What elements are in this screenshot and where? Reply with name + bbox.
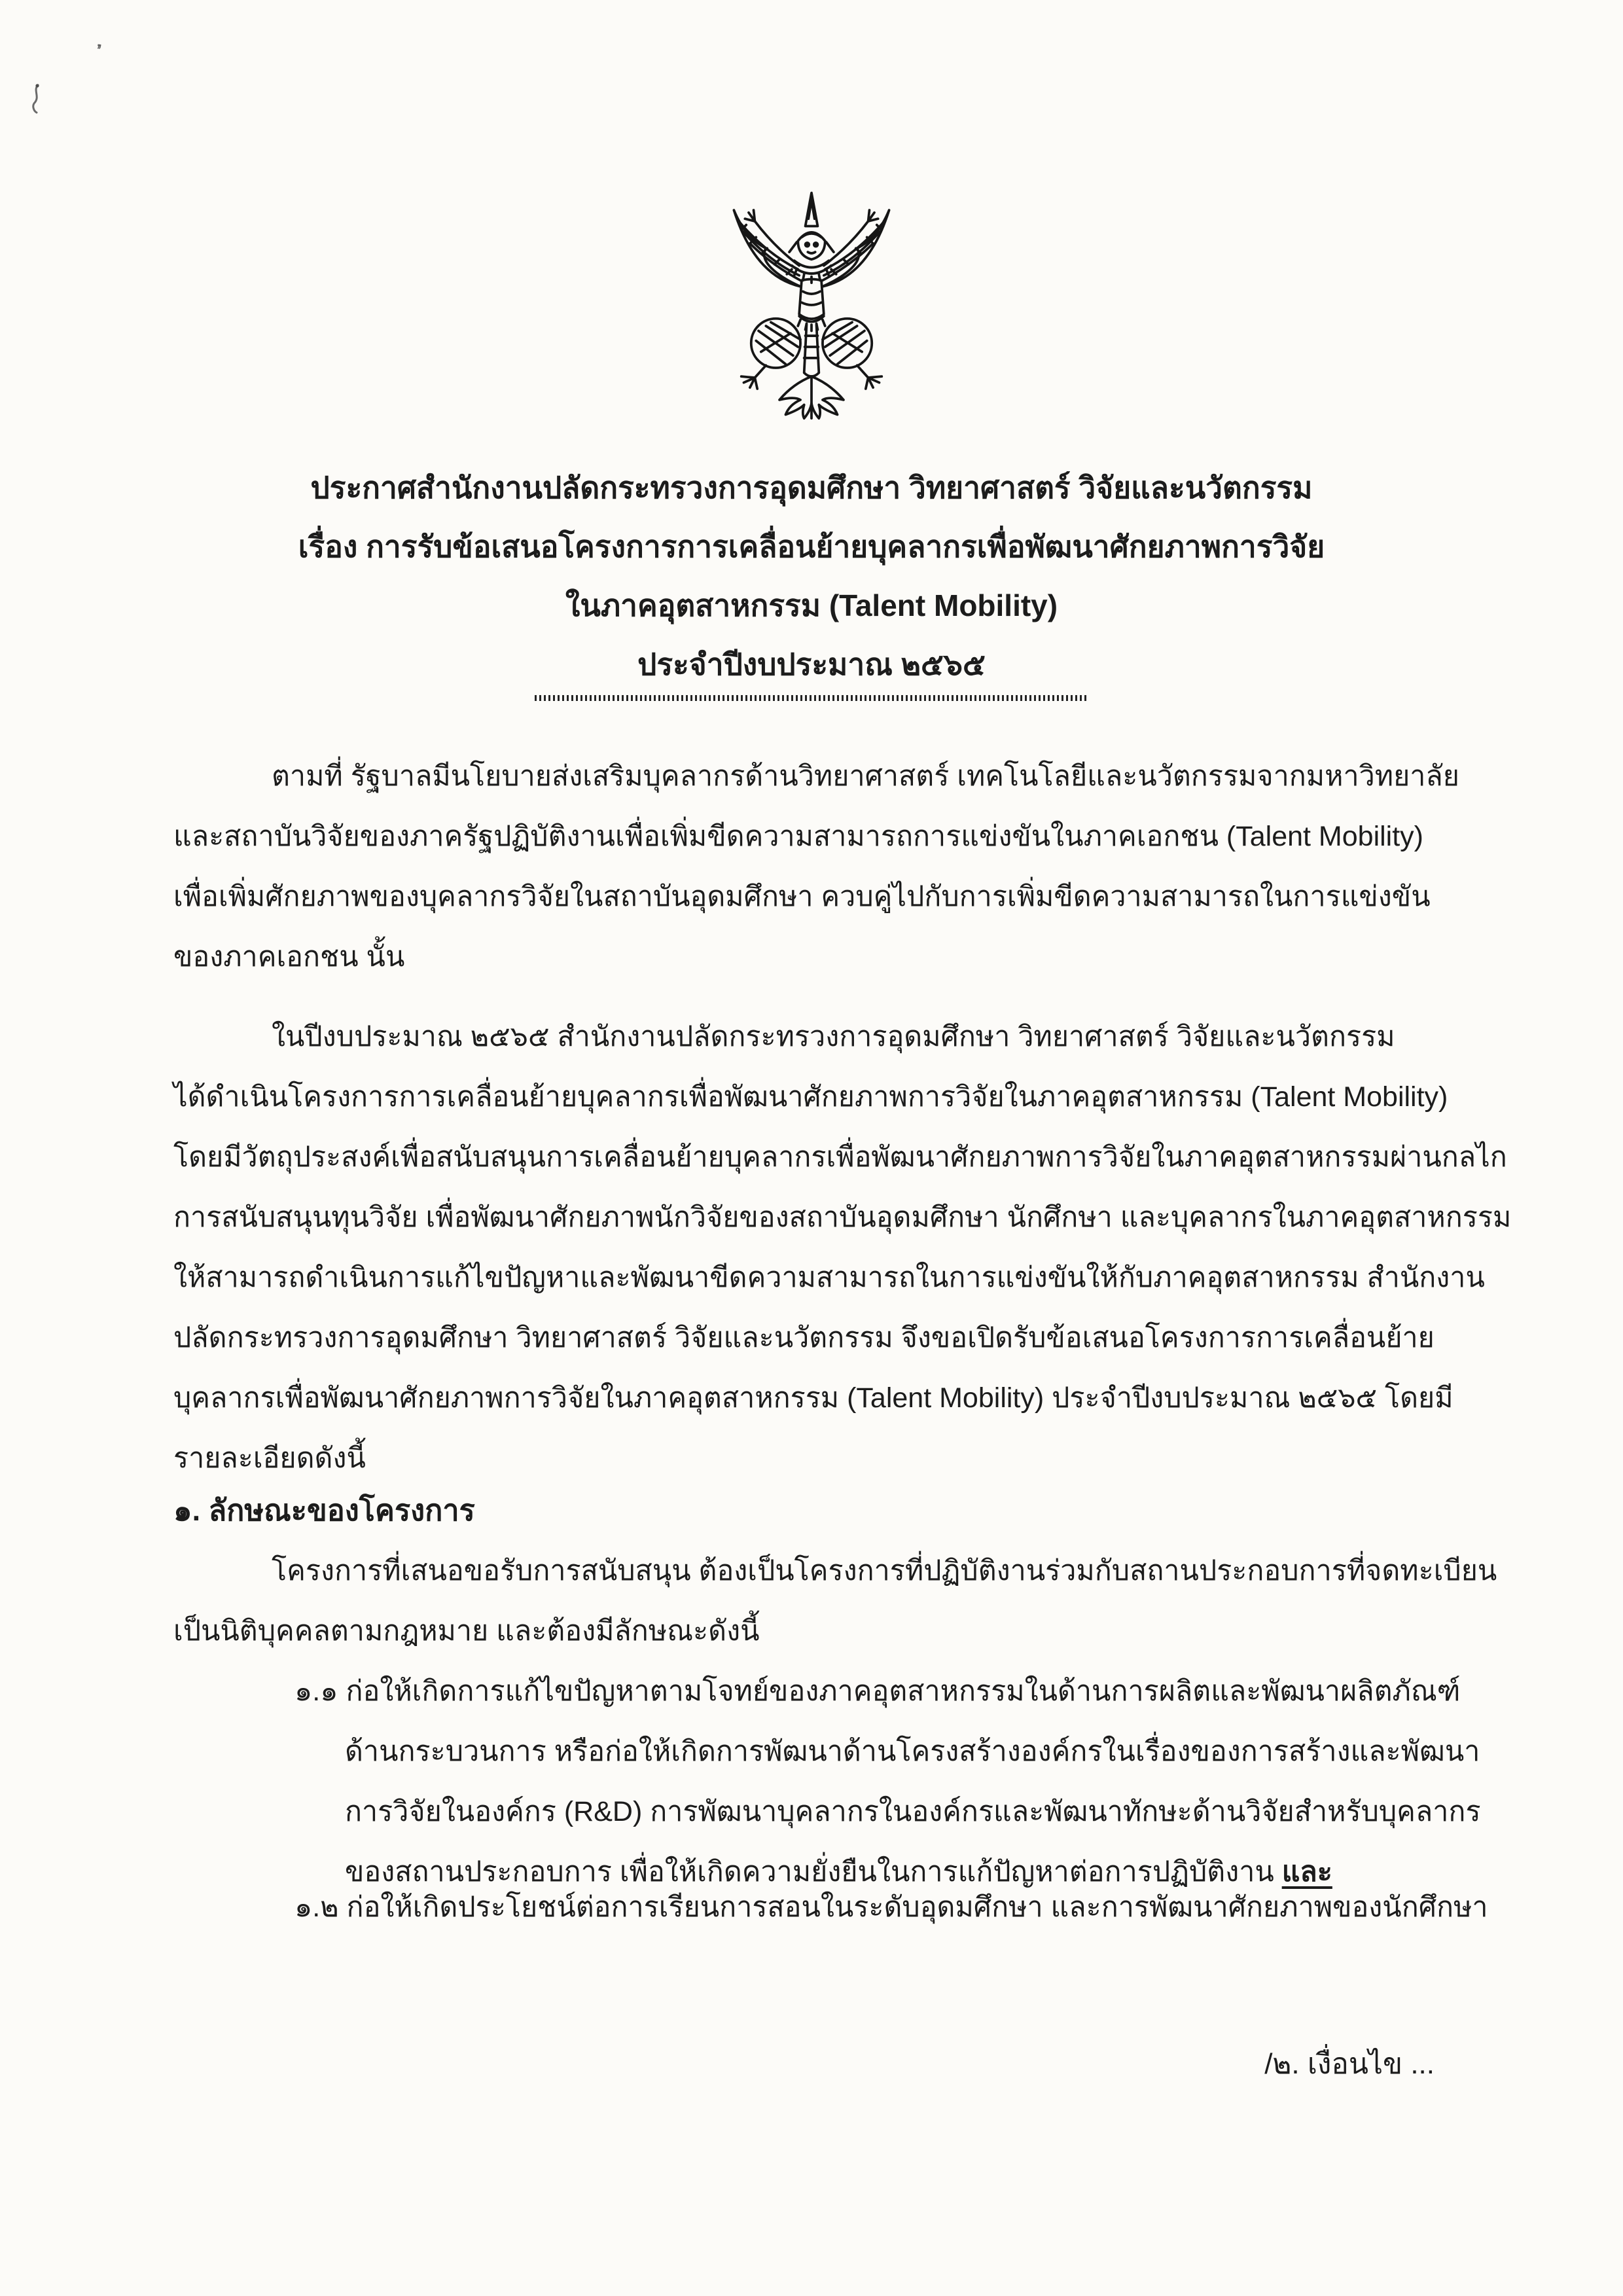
text-line: บุคลากรเพื่อพัฒนาศักยภาพการวิจัยในภาคอุตสาหกรรม (Talent Mobility) ประจำปีงบประมาณ ๒๕๖๕ โดยมี bbox=[173, 1382, 1454, 1414]
text-line: ๑.๑ ก่อให้เกิดการแก้ไขปัญหาตามโจทย์ของภาคอุตสาหกรรมในด้านการผลิตและพัฒนาผลิตภัณฑ์ bbox=[294, 1676, 1461, 1707]
garuda-emblem bbox=[707, 185, 916, 425]
title-line-3: ในภาคอุตสาหกรรม (Talent Mobility) bbox=[565, 588, 1058, 622]
text-line: เป็นนิติบุคคลตามกฎหมาย และต้องมีลักษณะดังนี้ bbox=[173, 1615, 760, 1647]
title-line-1: ประกาศสำนักงานปลัดกระทรวงการอุดมศึกษา วิทยาศาสตร์ วิจัยและนวัตกรรม bbox=[310, 471, 1313, 505]
text-line: ปลัดกระทรวงการอุดมศึกษา วิทยาศาสตร์ วิจัยและนวัตกรรม จึงขอเปิดรับข้อเสนอโครงการการเคลื่อนย้าย bbox=[173, 1322, 1435, 1354]
title-line-4: ประจำปีงบประมาณ ๒๕๖๕ bbox=[637, 647, 986, 681]
scan-artifact bbox=[29, 84, 46, 117]
title-line-2: เรื่อง การรับข้อเสนอโครงการการเคลื่อนย้ายบุคลากรเพื่อพัฒนาศักยภาพการวิจัย bbox=[298, 529, 1325, 564]
text-line: รายละเอียดดังนี้ bbox=[173, 1443, 366, 1474]
text-line: ของภาคเอกชน นั้น bbox=[173, 941, 405, 973]
dotted-divider-line bbox=[535, 695, 1088, 701]
text-line: ๑.๒ ก่อให้เกิดประโยชน์ต่อการเรียนการสอนในระดับอุดมศึกษา และการพัฒนาศักยภาพของนักศึกษา bbox=[294, 1892, 1488, 1923]
list-item-1-2 bbox=[173, 1877, 1488, 1937]
text-segment: ของสถานประกอบการ เพื่อให้เกิดความยั่งยืนในการแก้ปัญหาต่อการปฏิบัติงาน bbox=[345, 1856, 1282, 1888]
list-item-1-1 bbox=[173, 1661, 1481, 1902]
section-1-heading-block bbox=[173, 1480, 1466, 1541]
section-1-intro bbox=[173, 1541, 1497, 1661]
text-line: การวิจัยในองค์กร (R&D) การพัฒนาบุคลากรในองค์กรและพัฒนาทักษะด้านวิจัยสำหรับบุคลากร bbox=[345, 1796, 1481, 1827]
text-line: ให้สามารถดำเนินการแก้ไขปัญหาและพัฒนาขีดความสามารถในการแข่งขันให้กับภาคอุตสาหกรรม สำนักงาน bbox=[173, 1262, 1485, 1293]
emphasized-word: และ bbox=[1281, 1856, 1332, 1888]
text-line: โครงการที่เสนอขอรับการสนับสนุน ต้องเป็นโครงการที่ปฏิบัติงานร่วมกับสถานประกอบการที่จดทะเบียน bbox=[272, 1555, 1497, 1587]
text-line: ตามที่ รัฐบาลมีนโยบายส่งเสริมบุคลากรด้านวิทยาศาสตร์ เทคโนโลยีและนวัตกรรมจากมหาวิทยาลัย bbox=[272, 761, 1459, 792]
paragraph-2 bbox=[173, 1007, 1512, 1488]
text-line: และสถาบันวิจัยของภาครัฐปฏิบัติงานเพื่อเพิ่มขีดความสามารถการแข่งขันในภาคเอกชน (Talent Mobility) bbox=[173, 821, 1423, 852]
scan-artifact: ’’ bbox=[94, 40, 101, 63]
text-line: โดยมีวัตถุประสงค์เพื่อสนับสนุนการเคลื่อนย้ายบุคลากรเพื่อพัฒนาศักยภาพการวิจัยในภาคอุตสาหกรรมผ่านกลไก bbox=[173, 1141, 1507, 1173]
text-line: ในปีงบประมาณ ๒๕๖๕ สำนักงานปลัดกระทรวงการอุดมศึกษา วิทยาศาสตร์ วิจัยและนวัตกรรม bbox=[272, 1021, 1395, 1052]
document-title-block bbox=[0, 458, 1623, 694]
text-line: เพื่อเพิ่มศักยภาพของบุคลากรวิจัยในสถาบันอุดมศึกษา ควบคู่ไปกับการเพิ่มขีดความสามารถในการแข่งขัน bbox=[173, 881, 1431, 912]
section-heading: ๑. ลักษณะของโครงการ bbox=[173, 1494, 475, 1527]
page-continuation-note: /๒. เงื่อนไข ... bbox=[1264, 2048, 1435, 2080]
text-line: ด้านกระบวนการ หรือก่อให้เกิดการพัฒนาด้านโครงสร้างองค์กรในเรื่องของการสร้างและพัฒนา bbox=[345, 1736, 1480, 1767]
paragraph-1 bbox=[173, 746, 1466, 987]
text-line: ได้ดำเนินโครงการการเคลื่อนย้ายบุคลากรเพื่อพัฒนาศักยภาพการวิจัยในภาคอุตสาหกรรม (Talent Mobility) bbox=[173, 1081, 1448, 1113]
text-line: การสนับสนุนทุนวิจัย เพื่อพัฒนาศักยภาพนักวิจัยของสถาบันอุดมศึกษา นักศึกษา และบุคลากรในภาคอุตสาหกรรม bbox=[173, 1202, 1512, 1233]
scan-artifact-squiggle bbox=[29, 84, 46, 114]
